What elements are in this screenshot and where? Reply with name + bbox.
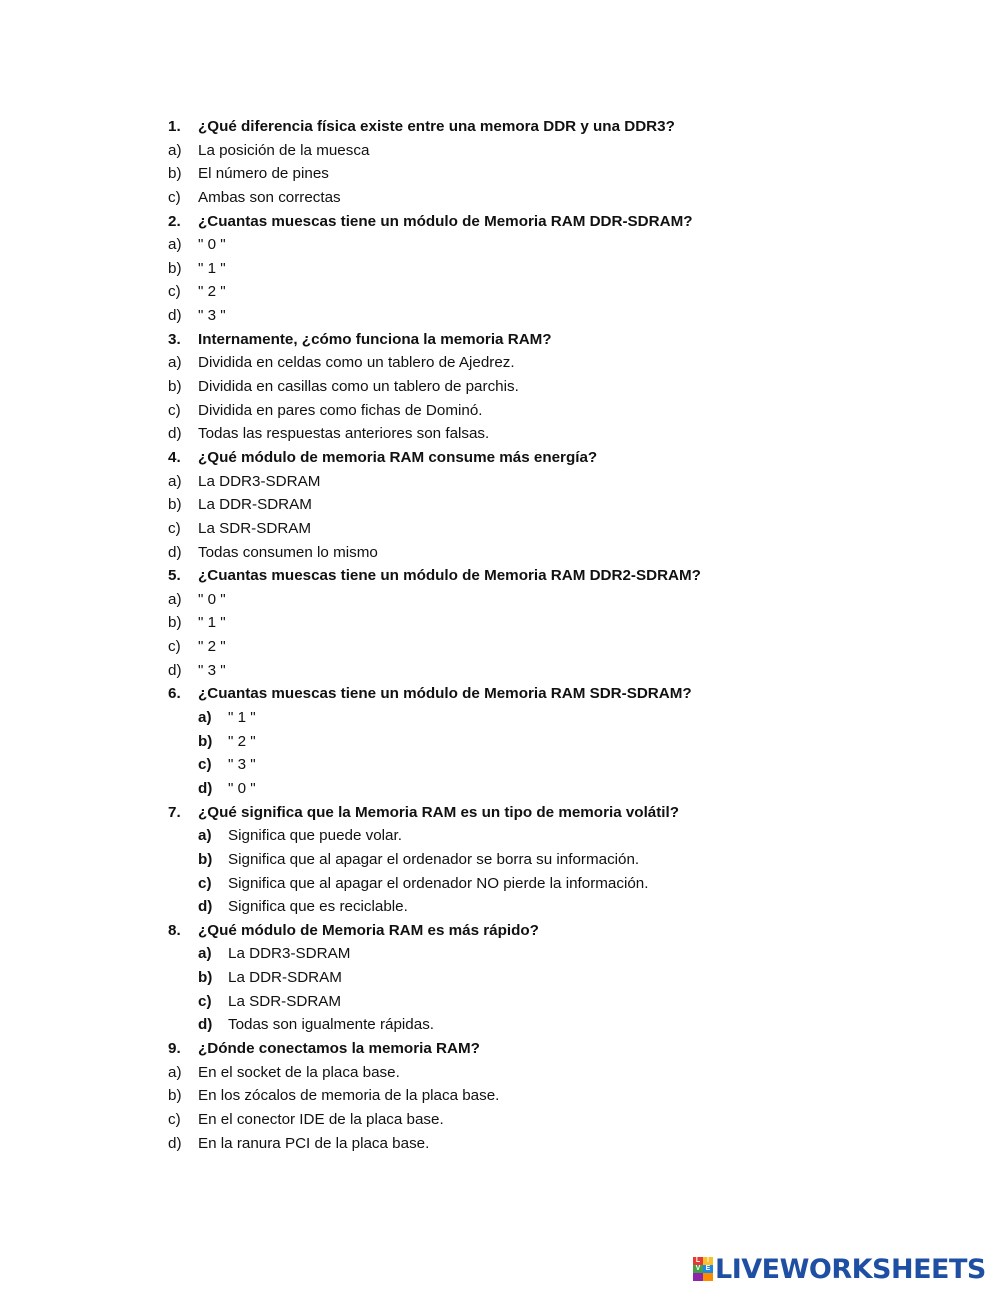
option[interactable]: a) " 0 " xyxy=(168,236,226,254)
logo-mark-e: E xyxy=(703,1265,713,1273)
option[interactable]: c) " 2 " xyxy=(168,638,226,656)
option[interactable]: c) Significa que al apagar el ordenador NO pierde la información. xyxy=(198,874,649,892)
option[interactable]: b) La DDR-SDRAM xyxy=(168,496,312,514)
option[interactable]: c) En el conector IDE de la placa base. xyxy=(168,1110,444,1128)
option[interactable]: d) Todas consumen lo mismo xyxy=(168,543,378,561)
option[interactable]: b) " 1 " xyxy=(168,614,226,632)
option[interactable]: b) La DDR-SDRAM xyxy=(198,969,342,987)
question-6: 6. ¿Cuantas muescas tiene un módulo de Memoria RAM SDR-SDRAM? xyxy=(168,685,692,703)
option[interactable]: a) Dividida en celdas como un tablero de Ajedrez. xyxy=(168,354,515,372)
logo-mark-i: I xyxy=(703,1257,713,1265)
option[interactable]: d) En la ranura PCI de la placa base. xyxy=(168,1134,430,1152)
option[interactable]: c) La SDR-SDRAM xyxy=(198,992,342,1010)
option[interactable]: c) " 3 " xyxy=(198,756,256,774)
option[interactable]: d) " 0 " xyxy=(198,779,256,797)
option[interactable]: c) La SDR-SDRAM xyxy=(168,519,312,537)
question-7: 7. ¿Qué significa que la Memoria RAM es un tipo de memoria volátil? xyxy=(168,803,680,821)
question-3: 3. Internamente, ¿cómo funciona la memoria RAM? xyxy=(168,330,552,348)
option[interactable]: b) En los zócalos de memoria de la placa base. xyxy=(168,1087,500,1105)
option[interactable]: d) Todas son igualmente rápidas. xyxy=(198,1016,435,1034)
option[interactable]: b) " 2 " xyxy=(198,732,256,750)
option[interactable]: d) " 3 " xyxy=(168,307,226,325)
option[interactable]: a) Significa que puede volar. xyxy=(198,827,402,845)
logo-mark-v: V xyxy=(693,1265,703,1273)
logo-mark-fill xyxy=(693,1273,703,1281)
liveworksheets-logo-icon xyxy=(693,1257,713,1281)
logo-text: LIVEWORKSHEETS xyxy=(715,1253,986,1285)
liveworksheets-logo xyxy=(693,1253,986,1285)
question-1: 1. ¿Qué diferencia física existe entre una memora DDR y una DDR3? xyxy=(168,118,675,135)
worksheet xyxy=(168,115,808,1155)
option[interactable]: d) " 3 " xyxy=(168,661,226,679)
option[interactable]: d) Significa que es reciclable. xyxy=(198,898,408,916)
option[interactable]: c) " 2 " xyxy=(168,283,226,301)
option[interactable]: a) " 1 " xyxy=(198,709,256,727)
option[interactable]: a) La DDR3-SDRAM xyxy=(168,472,321,490)
option[interactable]: a) " 0 " xyxy=(168,590,226,608)
question-2: 2. ¿Cuantas muescas tiene un módulo de Memoria RAM DDR-SDRAM? xyxy=(168,212,693,230)
question-8: 8. ¿Qué módulo de Memoria RAM es más rápido? xyxy=(168,921,539,939)
option[interactable]: b) " 1 " xyxy=(168,259,226,277)
logo-mark-fill xyxy=(703,1273,713,1281)
option[interactable]: d) Todas las respuestas anteriores son falsas. xyxy=(168,425,490,443)
option[interactable]: c) Dividida en pares como fichas de Dominó. xyxy=(168,401,483,419)
question-5: 5. ¿Cuantas muescas tiene un módulo de Memoria RAM DDR2-SDRAM? xyxy=(168,567,701,585)
option[interactable]: b) Dividida en casillas como un tablero de parchis. xyxy=(168,378,519,396)
logo-mark-l: L xyxy=(693,1257,703,1265)
option[interactable]: a) En el socket de la placa base. xyxy=(168,1063,400,1081)
option[interactable]: b) Significa que al apagar el ordenador se borra su información. xyxy=(198,850,640,868)
question-9: 9. ¿Dónde conectamos la memoria RAM? xyxy=(168,1039,480,1057)
option[interactable]: a) La posición de la muesca xyxy=(168,141,370,159)
option[interactable]: a) La DDR3-SDRAM xyxy=(198,945,351,963)
option[interactable]: c) Ambas son correctas xyxy=(168,188,341,206)
option[interactable]: b) El número de pines xyxy=(168,165,329,183)
question-4: 4. ¿Qué módulo de memoria RAM consume más energía? xyxy=(168,448,598,466)
